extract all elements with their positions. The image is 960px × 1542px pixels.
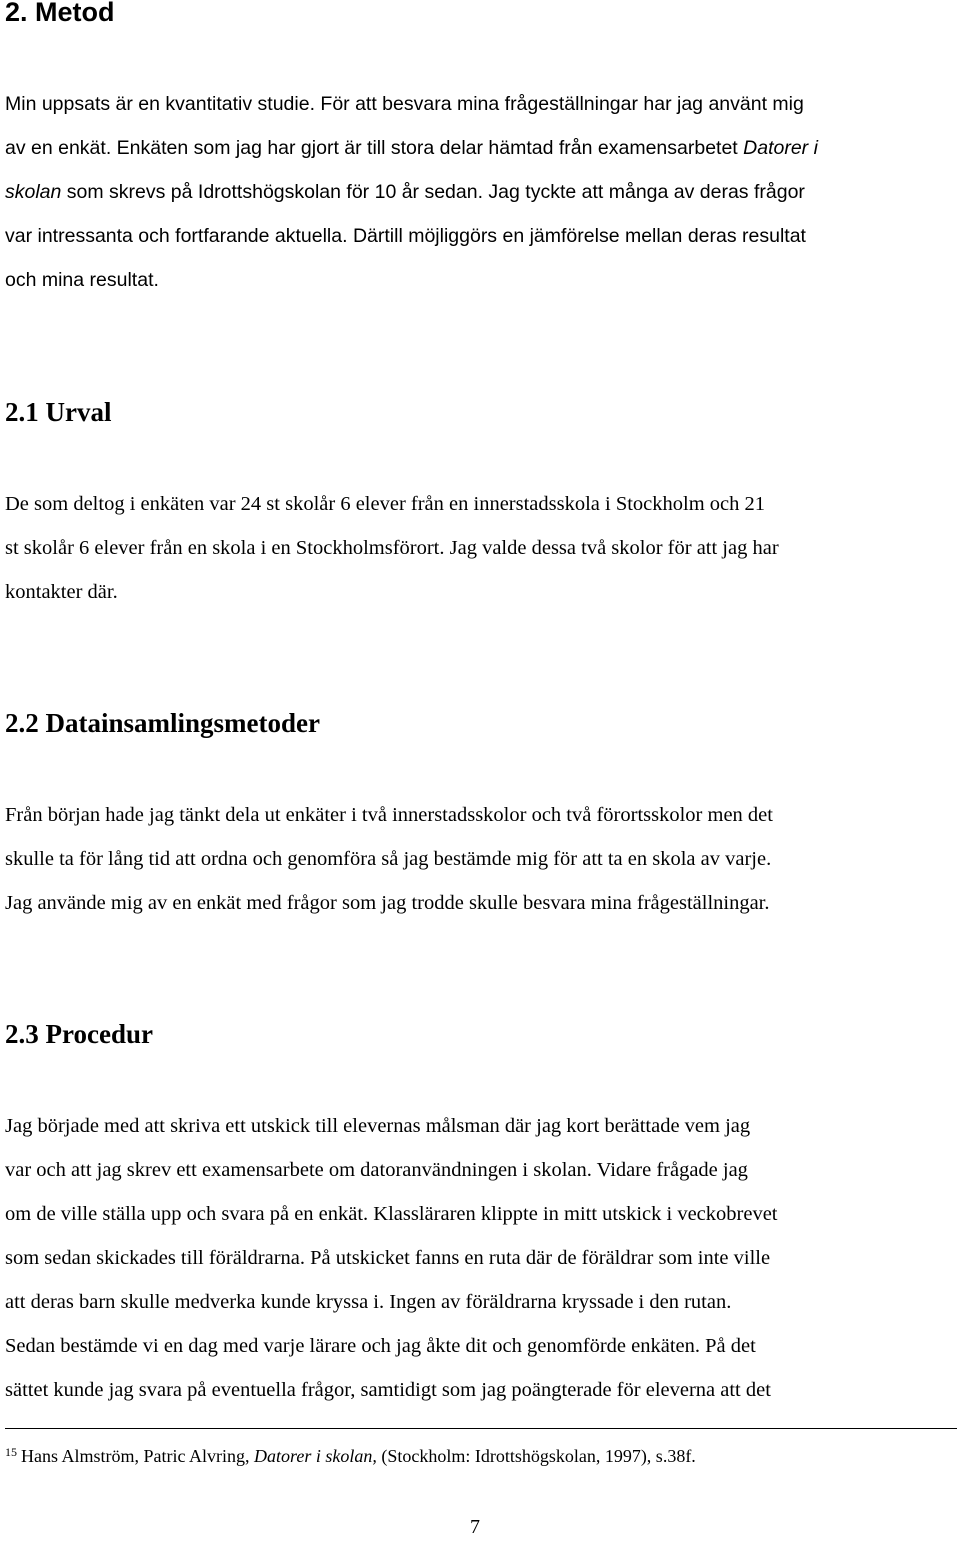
procedur-line-6: Sedan bestämde vi en dag med varje lärare och jag åkte dit och genomförde enkäten. På det (5, 1335, 756, 1357)
procedur-paragraph (5, 1104, 955, 1412)
datainsamling-paragraph (5, 793, 955, 925)
subsection-heading-datainsamlingsmetoder: 2.2 Datainsamlingsmetoder (5, 708, 320, 738)
subsection-heading-procedur: 2.3 Procedur (5, 1019, 153, 1049)
footnote-number: 15 (5, 1445, 17, 1459)
urval-line-2: st skolår 6 elever från en skola i en Stockholmsförort. Jag valde dessa två skolor för att jag har (5, 537, 779, 559)
urval-line-1: De som deltog i enkäten var 24 st skolår 6 elever från en innerstadsskola i Stockholm och 21 (5, 493, 766, 515)
page-number: 7 (470, 1516, 480, 1538)
intro-line-4: var intressanta och fortfarande aktuella. Därtill möjliggörs en jämförelse mellan deras resultat (5, 225, 806, 247)
intro-line-2: av en enkät. Enkäten som jag har gjort är till stora delar hämtad från examensarbetet Datorer i (5, 137, 818, 159)
intro-paragraph (5, 82, 955, 302)
intro-italic-title-2: skolan (5, 181, 62, 203)
footnote-authors: Hans Almström, Patric Alvring, (21, 1446, 254, 1466)
intro-line-1: Min uppsats är en kvantitativ studie. För att besvara mina frågeställningar har jag använt mig (5, 93, 804, 115)
procedur-line-4: som sedan skickades till föräldrarna. På utskicket fanns en ruta där de föräldrar som inte ville (5, 1247, 771, 1269)
procedur-line-7: sättet kunde jag svara på eventuella frågor, samtidigt som jag poängterade för eleverna att det (5, 1379, 771, 1401)
procedur-line-1: Jag började med att skriva ett utskick till elevernas målsman där jag kort berättade vem jag (5, 1115, 751, 1137)
footnote (5, 1436, 696, 1478)
datainsamling-line-1: Från början hade jag tänkt dela ut enkäter i två innerstadsskolor och två förortsskolor men det (5, 804, 773, 826)
footnote-title: Datorer i skolan, (254, 1446, 377, 1466)
procedur-line-3: om de ville ställa upp och svara på en enkät. Klassläraren klippte in mitt utskick i veckobrevet (5, 1203, 778, 1225)
intro-italic-title-1: Datorer i (743, 137, 818, 159)
section-heading-metod: 2. Metod (5, 0, 115, 27)
intro-line-5: och mina resultat. (5, 269, 159, 291)
urval-paragraph (5, 482, 955, 614)
procedur-line-2: var och att jag skrev ett examensarbete om datoranvändningen i skolan. Vidare frågade jag (5, 1159, 748, 1181)
procedur-line-5: att deras barn skulle medverka kunde kryssa i. Ingen av föräldrarna kryssade i den rutan. (5, 1291, 732, 1313)
intro-line-3: skolan som skrevs på Idrottshögskolan för 10 år sedan. Jag tyckte att många av deras frågor (5, 181, 805, 203)
subsection-heading-urval: 2.1 Urval (5, 397, 112, 427)
datainsamling-line-3: Jag använde mig av en enkät med frågor som jag trodde skulle besvara mina frågeställningar. (5, 892, 770, 914)
datainsamling-line-2: skulle ta för lång tid att ordna och genomföra så jag bestämde mig för att ta en skola av varje. (5, 848, 772, 870)
footnote-rest: (Stockholm: Idrottshögskolan, 1997), s.38f. (376, 1446, 696, 1466)
footnote-divider (5, 1428, 957, 1429)
urval-line-3: kontakter där. (5, 581, 118, 603)
